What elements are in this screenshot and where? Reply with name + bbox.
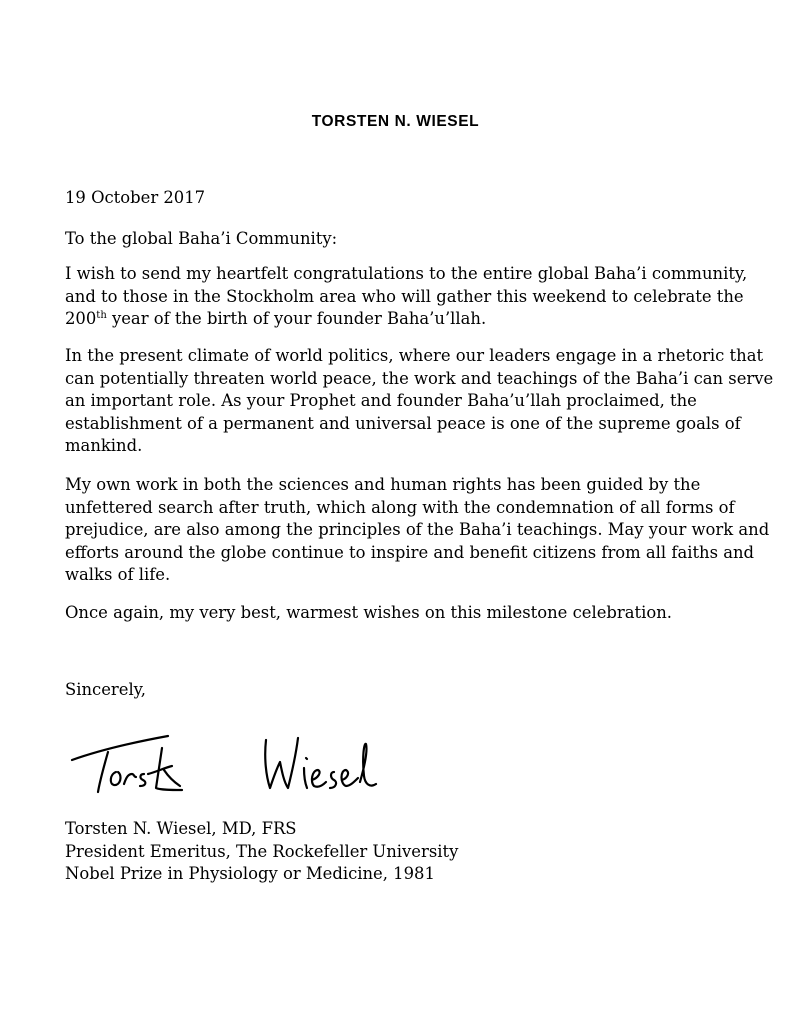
- paragraph-2-line: establishment of a permanent and universal peace is one of the supreme goals of: [65, 413, 741, 433]
- closing: Sincerely,: [65, 680, 146, 699]
- paragraph-2: [65, 345, 774, 458]
- paragraph-2-line: can potentially threaten world peace, the work and teachings of the Baha’i can serve: [65, 368, 774, 388]
- paragraph-2-line: mankind.: [65, 436, 143, 455]
- signature-block: [65, 818, 458, 886]
- paragraph-1: [65, 263, 765, 331]
- signatory-title: President Emeritus, The Rockefeller University: [65, 841, 459, 861]
- paragraph-1-line-rest: year of the birth of your founder Baha’u’llah.: [106, 309, 487, 328]
- paragraph-2-line: In the present climate of world politics, where our leaders engage in a rhetoric that: [65, 346, 764, 365]
- paragraph-2-line: an important role. As your Prophet and founder Baha’u’llah proclaimed, the: [65, 391, 697, 410]
- handwritten-signature: [60, 728, 390, 808]
- paragraph-1-line: and to those in the Stockholm area who will gather this weekend to celebrate the: [65, 286, 744, 306]
- salutation: To the global Baha’i Community:: [65, 229, 338, 248]
- letter-date: 19 October 2017: [65, 188, 206, 207]
- paragraph-3-line: walks of life.: [65, 565, 171, 584]
- signatory-name: Torsten N. Wiesel, MD, FRS: [65, 819, 297, 838]
- paragraph-1-line: I wish to send my heartfelt congratulations to the entire global Baha’i community,: [65, 264, 748, 283]
- anniversary-number: 200: [65, 309, 97, 328]
- paragraph-1-line: [65, 308, 765, 331]
- paragraph-3: [65, 474, 770, 587]
- ordinal-suffix: th: [96, 310, 107, 321]
- paragraph-3-line: My own work in both the sciences and human rights has been guided by the: [65, 475, 701, 494]
- letterhead: TORSTEN N. WIESEL: [311, 113, 480, 130]
- signatory-award: Nobel Prize in Physiology or Medicine, 1981: [65, 864, 435, 883]
- paragraph-4: Once again, my very best, warmest wishes on this milestone celebration.: [65, 603, 672, 622]
- paragraph-3-line: efforts around the globe continue to inspire and benefit citizens from all faiths and: [65, 542, 755, 562]
- paragraph-3-line: unfettered search after truth, which along with the condemnation of all forms of: [65, 497, 735, 517]
- paragraph-3-line: prejudice, are also among the principles of the Baha’i teachings. May your work and: [65, 520, 770, 539]
